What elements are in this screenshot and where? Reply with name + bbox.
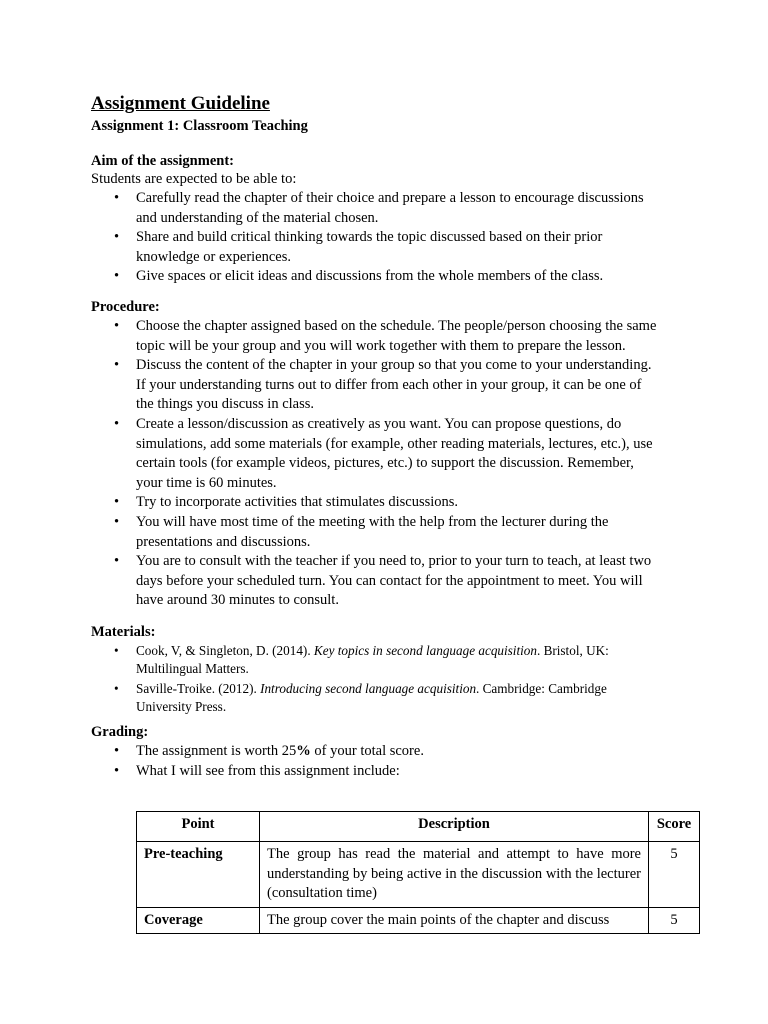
description-cell: The group has read the material and attempt to have more understanding by being active in the discussion with the lecturer (consultation time): [260, 842, 649, 908]
score-cell: 5: [649, 842, 700, 908]
reference-text: Cook, V, & Singleton, D. (2014). Key topics in second language acquisition. Bristol, UK: Multilingual Matters.: [136, 643, 609, 676]
materials-list: [114, 642, 684, 718]
column-header-description: Description: [260, 812, 649, 842]
bullet-icon: •: [114, 318, 120, 334]
table-header-row: [137, 812, 700, 842]
list-item-line: Give spaces or elicit ideas and discussions from the whole members of the class.: [136, 268, 604, 285]
aim-heading: Aim of the assignment:: [91, 153, 234, 169]
list-item: [114, 189, 684, 228]
document-title: Assignment Guideline: [91, 93, 270, 114]
list-item-line: have around 30 minutes to consult.: [136, 592, 339, 609]
bullet-icon: •: [114, 229, 120, 246]
table-row: [137, 907, 700, 934]
list-item: [114, 513, 684, 552]
list-item: [114, 356, 684, 415]
list-item-line: You are to consult with the teacher if you need to, prior to your turn to teach, at least two: [136, 553, 652, 570]
materials-heading: Materials:: [91, 624, 156, 640]
list-item-line: Discuss the content of the chapter in your group so that you come to your understanding.: [136, 357, 652, 374]
aim-list: [114, 189, 684, 287]
table-row: [137, 842, 700, 908]
bullet-icon: •: [114, 553, 120, 570]
list-item-line: knowledge or experiences.: [136, 248, 292, 265]
list-item: • What I will see from this assignment include:: [114, 762, 684, 782]
list-item-line: days before your scheduled turn. You can contact for the appointment to meet. You will: [136, 572, 643, 589]
list-item-line: simulations, add some materials (for example, other reading materials, lectures, etc.), use: [136, 435, 653, 452]
document-subtitle: Assignment 1: Classroom Teaching: [91, 118, 308, 134]
list-item: [114, 552, 684, 611]
bullet-icon: •: [114, 415, 120, 432]
reference-text: Saville-Troike. (2012). Introducing second language acquisition. Cambridge: Cambridge University Press.: [136, 681, 607, 714]
rubric-table: [136, 811, 700, 934]
list-item: [114, 642, 684, 677]
grading-list: [114, 742, 684, 781]
list-item-line: Carefully read the chapter of their choice and prepare a lesson to encourage discussions: [136, 190, 644, 206]
list-item-line: the things you discuss in class.: [136, 396, 315, 413]
list-item: [114, 415, 684, 493]
list-item-line: certain tools (for example videos, pictures, etc.) to support the discussion. Remember,: [136, 455, 634, 472]
column-header-point: Point: [137, 812, 260, 842]
list-item-line: Share and build critical thinking towards the topic discussed based on their prior: [136, 229, 603, 246]
list-item: • The assignment is worth 25% of your total score.: [114, 742, 684, 762]
column-header-score: Score: [649, 812, 700, 842]
bullet-icon: •: [114, 681, 119, 696]
list-item-line: and understanding of the material chosen.: [136, 209, 379, 226]
bullet-icon: •: [114, 357, 120, 374]
list-item-line: topic will be your group and you will work together with them to prepare the lesson.: [136, 337, 626, 354]
list-item-line: If your understanding turns out to differ from each other in your group, it can be one of: [136, 376, 642, 393]
bullet-icon: •: [114, 743, 120, 759]
list-item-line: your time is 60 minutes.: [136, 474, 277, 491]
list-item-line: Create a lesson/discussion as creatively as you want. You can propose questions, do: [136, 415, 622, 432]
list-item: [114, 680, 684, 715]
bullet-icon: •: [114, 762, 120, 779]
list-item: [114, 267, 684, 287]
list-item: [114, 228, 684, 267]
bullet-icon: •: [114, 268, 120, 285]
procedure-list: [114, 317, 684, 611]
list-item-line: presentations and discussions.: [136, 533, 311, 550]
point-cell: Pre-teaching: [137, 842, 260, 908]
bullet-icon: •: [114, 513, 120, 530]
bullet-icon: •: [114, 643, 119, 658]
score-cell: 5: [649, 907, 700, 934]
procedure-heading: Procedure:: [91, 299, 160, 315]
bullet-icon: •: [114, 494, 120, 511]
list-item: [114, 493, 684, 513]
list-item: [114, 317, 684, 356]
list-item-line: Choose the chapter assigned based on the schedule. The people/person choosing the same: [136, 318, 657, 334]
grading-heading: Grading:: [91, 724, 149, 740]
list-item-line: You will have most time of the meeting with the help from the lecturer during the: [136, 513, 609, 530]
list-item-line: Try to incorporate activities that stimulates discussions.: [136, 494, 459, 511]
bullet-icon: •: [114, 190, 120, 206]
aim-intro: Students are expected to be able to:: [91, 171, 297, 187]
point-cell: Coverage: [137, 907, 260, 934]
description-cell: The group cover the main points of the chapter and discuss: [260, 907, 649, 934]
